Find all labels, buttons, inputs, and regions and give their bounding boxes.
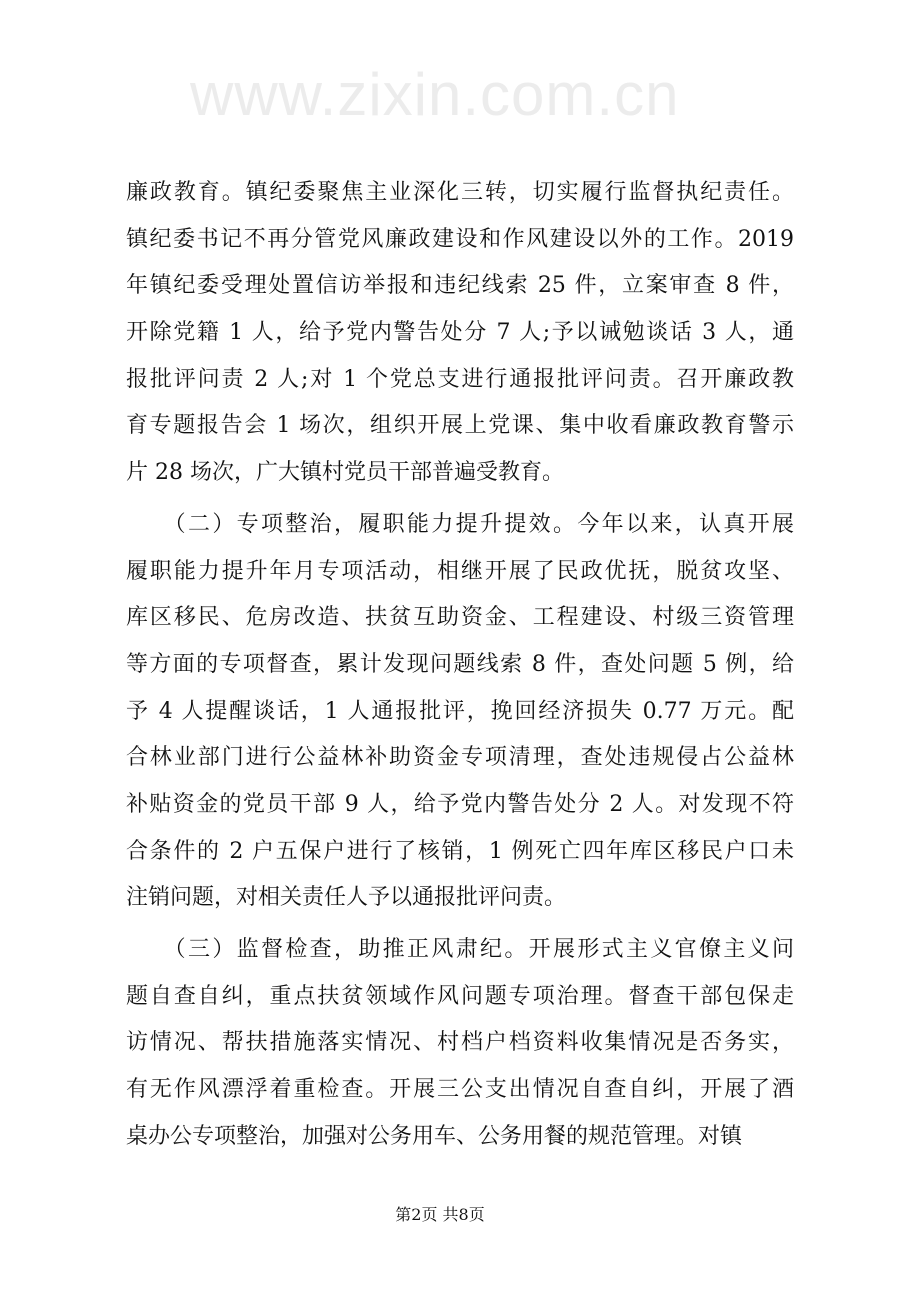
- paragraph: [126, 927, 794, 1160]
- paragraph: [126, 502, 794, 922]
- text-line: 等方面的专项督查，累计发现问题线索 8 件，查处问题 5 例，给: [126, 651, 795, 677]
- text-line: 报批评问责 2 人;对 1 个党总支进行通报批评问责。召开廉政教: [126, 366, 794, 392]
- text-line: （二）专项整治，履职能力提升提效。今年以来，认真开展: [126, 511, 794, 537]
- page-footer: 第2页 共8页: [395, 1205, 485, 1224]
- text-line: 访情况、帮扶措施落实情况、村档户档资料收集情况是否务实，: [126, 1030, 794, 1056]
- text-line: 注销问题，对相关责任人予以通报批评问责。: [126, 885, 567, 911]
- text-line: 镇纪委书记不再分管党风廉政建设和作风建设以外的工作。2019: [126, 226, 794, 252]
- text-line: （三）监督检查，助推正风肃纪。开展形式主义官僚主义问: [126, 937, 794, 962]
- text-line: 廉政教育。镇纪委聚焦主业深化三转，切实履行监督执纪责任。: [126, 180, 794, 205]
- text-line: 桌办公专项整治，加强对公务用车、公务用餐的规范管理。对镇: [126, 1123, 743, 1149]
- text-line: 育专题报告会 1 场次，组织开展上党课、集中收看廉政教育警示: [126, 413, 794, 439]
- text-line: 合林业部门进行公益林补助资金专项清理，查处违规侵占公益林: [126, 745, 794, 771]
- text-line: 年镇纪委受理处置信访举报和违纪线索 25 件，立案审查 8 件，: [126, 273, 794, 299]
- text-line: 有无作风漂浮着重检查。开展三公支出情况自查自纠，开展了酒: [126, 1077, 794, 1103]
- text-line: 片 28 场次，广大镇村党员干部普遍受教育。: [126, 460, 564, 486]
- text-line: 履职能力提升年月专项活动，相继开展了民政优抚，脱贫攻坚、: [126, 558, 794, 584]
- text-line: 题自查自纠，重点扶贫领域作风问题专项治理。督查干部包保走: [126, 983, 794, 1009]
- document-body: [126, 170, 794, 1165]
- text-line: 合条件的 2 户五保户进行了核销，1 例死亡四年库区移民户口未: [126, 838, 794, 864]
- watermark: www.zixin.com.cn: [190, 61, 680, 128]
- text-line: 补贴资金的党员干部 9 人，给予党内警告处分 2 人。对发现不符: [126, 791, 794, 817]
- paragraph: [126, 170, 794, 497]
- text-line: 库区移民、危房改造、扶贫互助资金、工程建设、村级三资管理: [126, 605, 794, 631]
- text-line: 开除党籍 1 人，给予党内警告处分 7 人;予以诫勉谈话 3 人，通: [126, 320, 794, 346]
- text-line: 予 4 人提醒谈话，1 人通报批评，挽回经济损失 0.77 万元。配: [126, 698, 794, 724]
